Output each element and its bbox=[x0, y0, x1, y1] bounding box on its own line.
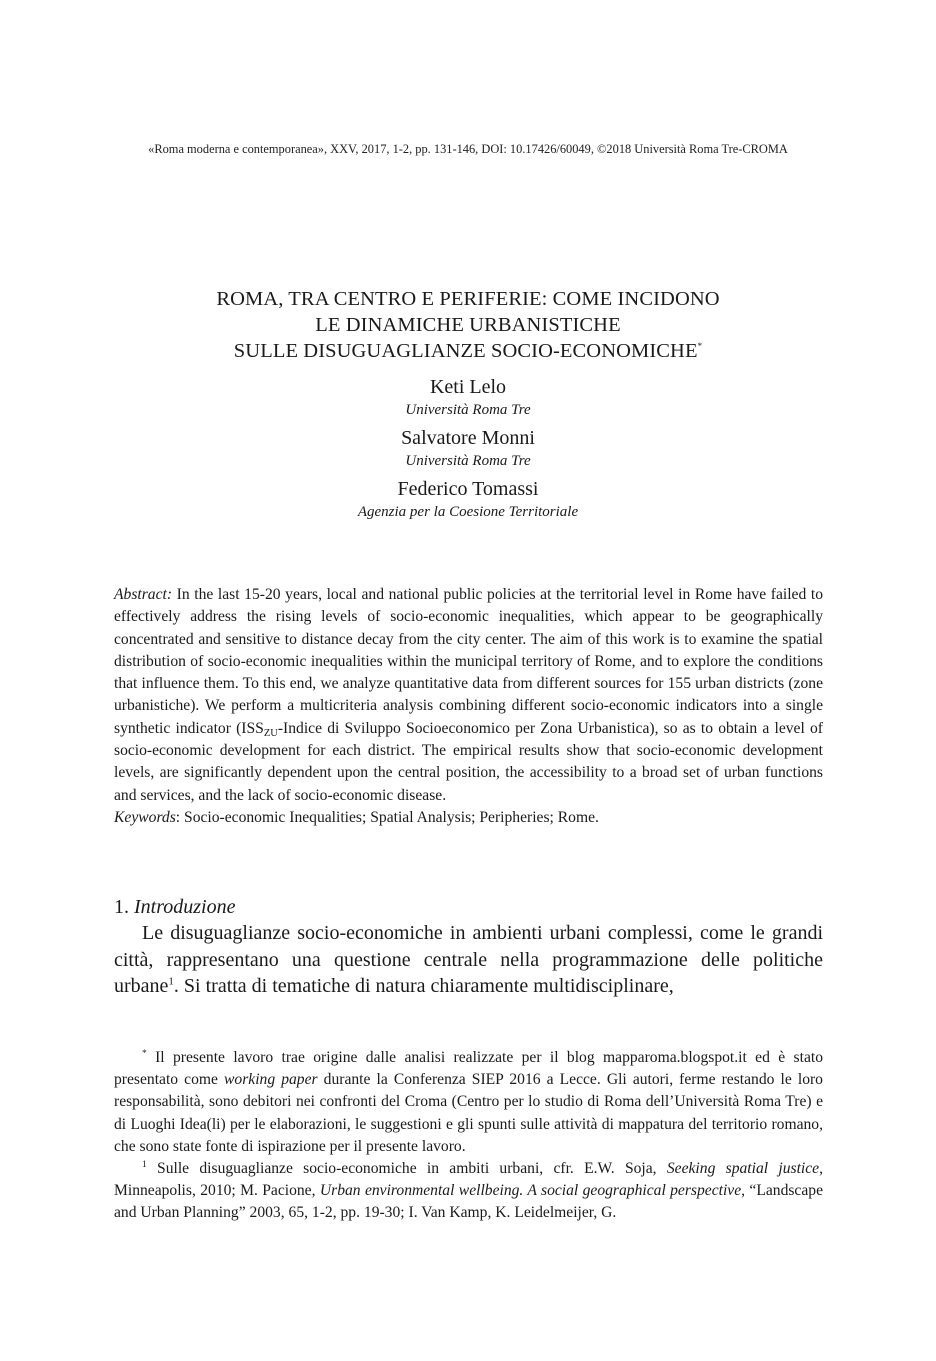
section-number: 1. bbox=[114, 896, 134, 918]
author-affiliation: Università Roma Tre bbox=[405, 402, 531, 418]
footnote-text-2: durante la Conferenza SIEP 2016 a Lecce. Gli autori, ferme restando le loro responsabilità, sono debitori nei confronti del Croma (Centro per lo studio di Roma dell’Università Roma Tre) e di Luoghi Idea(li) per le elaborazioni, le suggestioni e gli spunti sulle attività di mappatura del territorio romano, che sono state fonte di ispirazione per il presente lavoro. bbox=[114, 1071, 823, 1155]
author-name: Salvatore Monni bbox=[401, 427, 535, 449]
abstract-text-2: -Indice di Sviluppo Socioeconomico per Zona Urbanistica), so as to obtain a level of socio-economic development for each district. The empirical results show that socio-economic development levels, are significantly dependent upon the central position, the accessibility to a broad set of urban functions and services, and the lack of socio-economic disease. bbox=[114, 719, 823, 804]
footnote-mark: * bbox=[142, 1048, 147, 1059]
running-head: «Roma moderna e contemporanea», XXV, 2017, 1-2, pp. 131-146, DOI: 10.17426/60049, ©2018 Università Roma Tre-CROMA bbox=[148, 142, 788, 156]
abstract-text-1: In the last 15-20 years, local and national public policies at the territorial level in Rome have failed to effectively address the rising levels of socio-economic inequalities, which appear to be geographically concentrated and sensitive to distance decay from the city center. The aim of this work is to examine the spatial distribution of socio-economic inequalities within the municipal territory of Rome, and to explore the conditions that influence them. To this end, we analyze quantitative data from different sources for 155 urban districts (zone urbanistiche). We perform a multicriteria analysis combining different socio-economic indicators into a single synthetic indicator (ISS bbox=[114, 586, 823, 737]
title-line-1: ROMA, TRA CENTRO E PERIFERIE: COME INCIDONO bbox=[216, 288, 720, 310]
footnote-star bbox=[114, 1047, 823, 1158]
author-3 bbox=[100, 476, 836, 522]
abstract-label: Abstract: bbox=[114, 586, 173, 603]
body-paragraph bbox=[114, 920, 823, 1000]
body-text-1: Le disuguaglianze socio-economiche in ambienti urbani complessi, come le grandi città, rappresentano una questione centrale nella programmazione delle politiche urbane bbox=[114, 922, 823, 997]
author-affiliation: Università Roma Tre bbox=[405, 453, 531, 469]
abstract-subscript: ZU bbox=[263, 727, 278, 739]
abstract-paragraph bbox=[114, 584, 823, 807]
footnote-text-1: Il presente lavoro trae origine dalle analisi realizzate per il blog mapparoma.blogspot.it ed è stato presentato come bbox=[114, 1049, 823, 1089]
article-title bbox=[100, 286, 836, 364]
section-title: Introduzione bbox=[134, 896, 236, 918]
section-introduzione bbox=[114, 894, 823, 1000]
footnote-ref-1[interactable]: 1 bbox=[168, 975, 174, 988]
footnote-italic-2: Urban environmental wellbeing. A social geographical perspective bbox=[319, 1182, 742, 1200]
footnote-italic: working paper bbox=[224, 1071, 318, 1089]
author-2 bbox=[100, 425, 836, 471]
title-line-3-text: SULLE DISUGUAGLIANZE SOCIO-ECONOMICHE bbox=[233, 340, 698, 362]
footnote-text-2: , Minneapolis, 2010; M. Pacione, bbox=[114, 1160, 823, 1200]
title-line-2: LE DINAMICHE URBANISTICHE bbox=[315, 314, 621, 336]
author-name: Keti Lelo bbox=[429, 376, 507, 398]
footnote-italic-1: Seeking spatial justice bbox=[666, 1160, 820, 1178]
footnote-text-1: Sulle disuguaglianze socio-economiche in ambiti urbani, cfr. E.W. Soja, bbox=[146, 1160, 667, 1178]
abstract bbox=[114, 584, 823, 829]
author-list bbox=[100, 374, 836, 527]
keywords-line bbox=[114, 807, 823, 829]
title-line-3 bbox=[100, 338, 836, 364]
footnotes bbox=[114, 1047, 823, 1225]
section-heading bbox=[114, 894, 823, 920]
keywords-text: : Socio-economic Inequalities; Spatial Analysis; Peripheries; Rome. bbox=[175, 808, 599, 826]
author-1 bbox=[100, 374, 836, 420]
footnote-1 bbox=[114, 1158, 823, 1225]
footnote-text-3: , “Landscape and Urban Planning” 2003, 65, 1-2, pp. 19-30; I. Van Kamp, K. Leidelmeijer, G. bbox=[114, 1182, 823, 1222]
author-name: Federico Tomassi bbox=[397, 478, 539, 500]
keywords-label: Keywords bbox=[114, 808, 176, 826]
title-footnote-mark[interactable]: * bbox=[697, 341, 703, 352]
footnote-mark: 1 bbox=[142, 1159, 147, 1170]
body-text-2: . Si tratta di tematiche di natura chiaramente multidisciplinare, bbox=[173, 975, 674, 997]
author-affiliation: Agenzia per la Coesione Territoriale bbox=[357, 504, 579, 520]
